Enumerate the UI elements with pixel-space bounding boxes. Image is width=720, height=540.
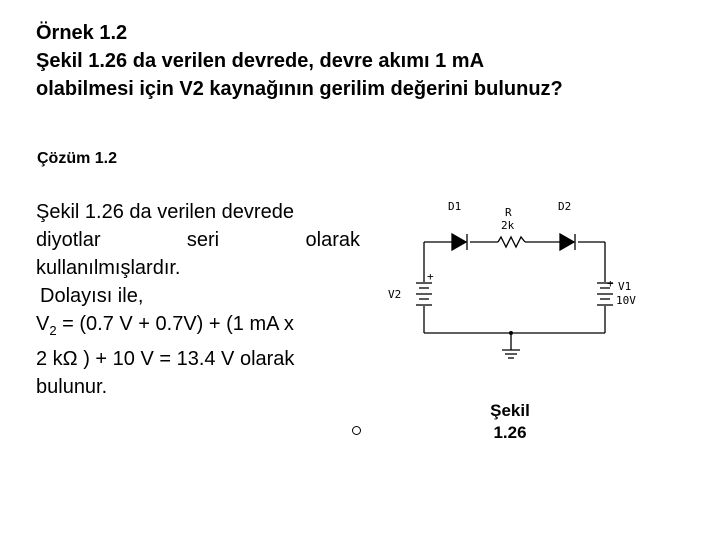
ground-node-dot <box>509 331 513 335</box>
example-header <box>36 19 696 103</box>
solution-equation <box>36 310 360 345</box>
label-v2-plus: + <box>427 270 434 283</box>
label-d1: D1 <box>448 200 462 213</box>
problem-line-2: olabilmesi için V2 kaynağının gerilim değerini bulunuz? <box>36 78 563 100</box>
label-r-value: 2k <box>501 219 515 232</box>
solution-line-6: 2 kΩ ) + 10 V = 13.4 V olarak <box>36 348 295 370</box>
label-d2: D2 <box>558 200 572 213</box>
label-r: R <box>505 206 512 219</box>
label-v2: V2 <box>388 288 402 301</box>
equation-v: V <box>36 313 50 335</box>
equation-rest: = (0.7 V + 0.7V) + (1 mA x <box>56 313 294 335</box>
resistor-r <box>498 237 525 247</box>
problem-line-1: Şekil 1.26 da verilen devrede, devre akımı 1 mA <box>36 50 485 72</box>
diode-d2-icon <box>560 234 574 250</box>
circuit-diagram <box>380 190 650 380</box>
label-v1: V1 <box>618 280 632 293</box>
bullet-circle-icon <box>352 426 361 435</box>
equation-subscript: 2 <box>49 323 57 338</box>
solution-line-3: kullanılmışlardır. <box>36 257 181 279</box>
diode-d1-icon <box>452 234 466 250</box>
solution-line-1: Şekil 1.26 da verilen devrede <box>36 201 294 223</box>
solution-line-4: Dolayısı ile, <box>40 285 144 307</box>
label-v1-plus: + <box>607 277 614 290</box>
solution-line-7: bulunur. <box>36 376 108 398</box>
label-v1-value: 10V <box>616 294 636 307</box>
figure-caption <box>470 400 550 444</box>
solution-title: Çözüm 1.2 <box>37 150 118 167</box>
example-title: Örnek 1.2 <box>36 22 128 44</box>
figure-caption-line-1: Şekil <box>490 401 530 420</box>
solution-line-2: diyotlar seri olarak <box>36 229 360 251</box>
figure-caption-line-2: 1.26 <box>493 423 527 442</box>
solution-text <box>36 198 360 401</box>
